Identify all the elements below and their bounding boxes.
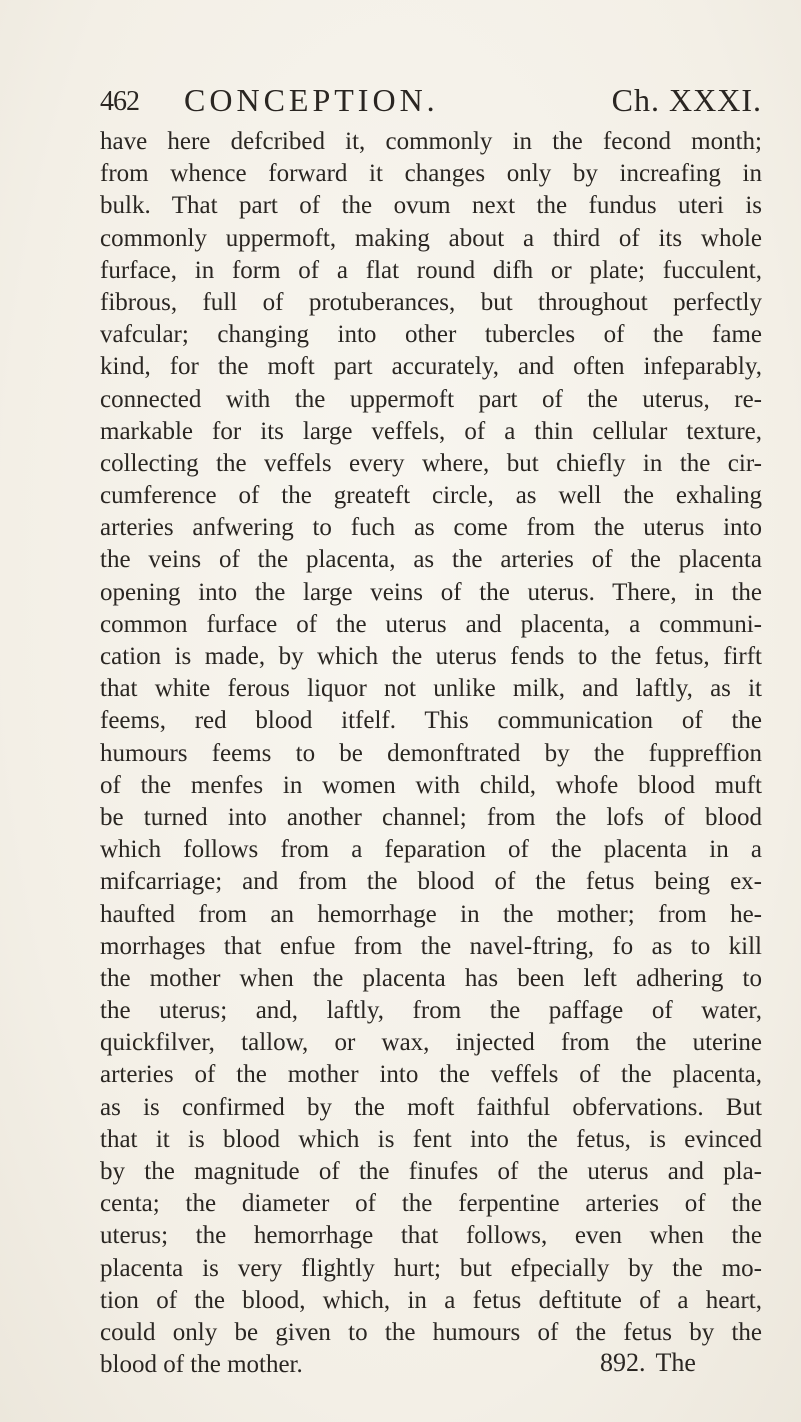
text-line: centa; the diameter of the ferpentine arteries of the — [100, 1190, 762, 1218]
text-line: have here defcribed it, commonly in the fecond month; — [100, 128, 762, 155]
text-line: placenta is very flightly hurt; but efpecially by the mo- — [100, 1254, 762, 1282]
text-line: mifcarriage; and from the blood of the fetus being ex- — [100, 868, 762, 896]
text-line: humours feems to be demonftrated by the fuppreffion — [100, 739, 762, 767]
text-line: arteries anfwering to fuch as come from the uterus into — [100, 514, 762, 542]
text-line: by the magnitude of the finufes of the uterus and pla- — [100, 1158, 762, 1185]
text-line: which follows from a feparation of the placenta in a — [100, 836, 762, 864]
text-line: morrhages that enfue from the navel-ftring, fo as to kill — [100, 932, 762, 960]
text-line: fibrous, full of protuberances, but throughout perfectly — [100, 288, 762, 316]
text-line: the veins of the placenta, as the arteries of the placenta — [100, 546, 762, 574]
text-line: that white ferous liquor not unlike milk, and laftly, as it — [100, 675, 762, 703]
text-line: quickfilver, tallow, or wax, injected from the uterine — [100, 1029, 762, 1057]
text-line: be turned into another channel; from the lofs of blood — [100, 803, 762, 831]
text-line: blood of the mother. — [100, 1351, 303, 1379]
text-line: common furface of the uterus and placenta, a communi- — [100, 610, 762, 638]
text-line: cation is made, by which the uterus fends to the fetus, firft — [100, 643, 762, 670]
text-line: feems, red blood itfelf. This communication of the — [100, 707, 762, 735]
text-line: furface, in form of a flat round difh or plate; fucculent, — [100, 256, 762, 284]
text-line: of the menfes in women with child, whofe blood muft — [100, 771, 762, 799]
text-line: kind, for the moft part accurately, and often infeparably, — [100, 353, 762, 381]
text-line: markable for its large veffels, of a thin cellular texture, — [100, 417, 762, 445]
text-line: arteries of the mother into the veffels of the placenta, — [100, 1061, 762, 1089]
text-line: the mother when the placenta has been left adhering to — [100, 964, 762, 992]
page-header — [100, 78, 762, 122]
text-line: as is confirmed by the moft faithful obfervations. But — [100, 1093, 762, 1121]
text-line: could only be given to the humours of the fetus by the — [100, 1318, 762, 1346]
text-line: collecting the veffels every where, but chiefly in the cir- — [100, 449, 762, 477]
text-line: commonly uppermoft, making about a third of its whole — [100, 224, 762, 252]
body-text — [100, 126, 762, 1381]
text-line: vafcular; changing into other tubercles of the fame — [100, 321, 762, 349]
text-line: tion of the blood, which, in a fetus deftitute of a heart, — [100, 1286, 762, 1314]
text-line: from whence forward it changes only by increafing in — [100, 160, 762, 188]
page-number: 462 — [100, 86, 139, 117]
text-line: haufted from an hemorrhage in the mother; from he- — [100, 900, 762, 928]
text-line: the uterus; and, laftly, from the paffage of water, — [100, 997, 762, 1025]
running-title: CONCEPTION. — [184, 82, 439, 118]
chapter-label: Ch. XXXI. — [611, 82, 762, 118]
text-line: connected with the uppermoft part of the uterus, re- — [100, 385, 762, 413]
text-line: opening into the large veins of the uterus. There, in the — [100, 578, 762, 606]
text-line: uterus; the hemorrhage that follows, even when the — [100, 1222, 762, 1250]
catchword: 892. The — [600, 1348, 696, 1377]
text-line: bulk. That part of the ovum next the fundus uteri is — [100, 192, 762, 220]
text-line: cumference of the greateft circle, as well the exhaling — [100, 482, 762, 510]
text-line: that it is blood which is fent into the fetus, is evinced — [100, 1125, 762, 1153]
